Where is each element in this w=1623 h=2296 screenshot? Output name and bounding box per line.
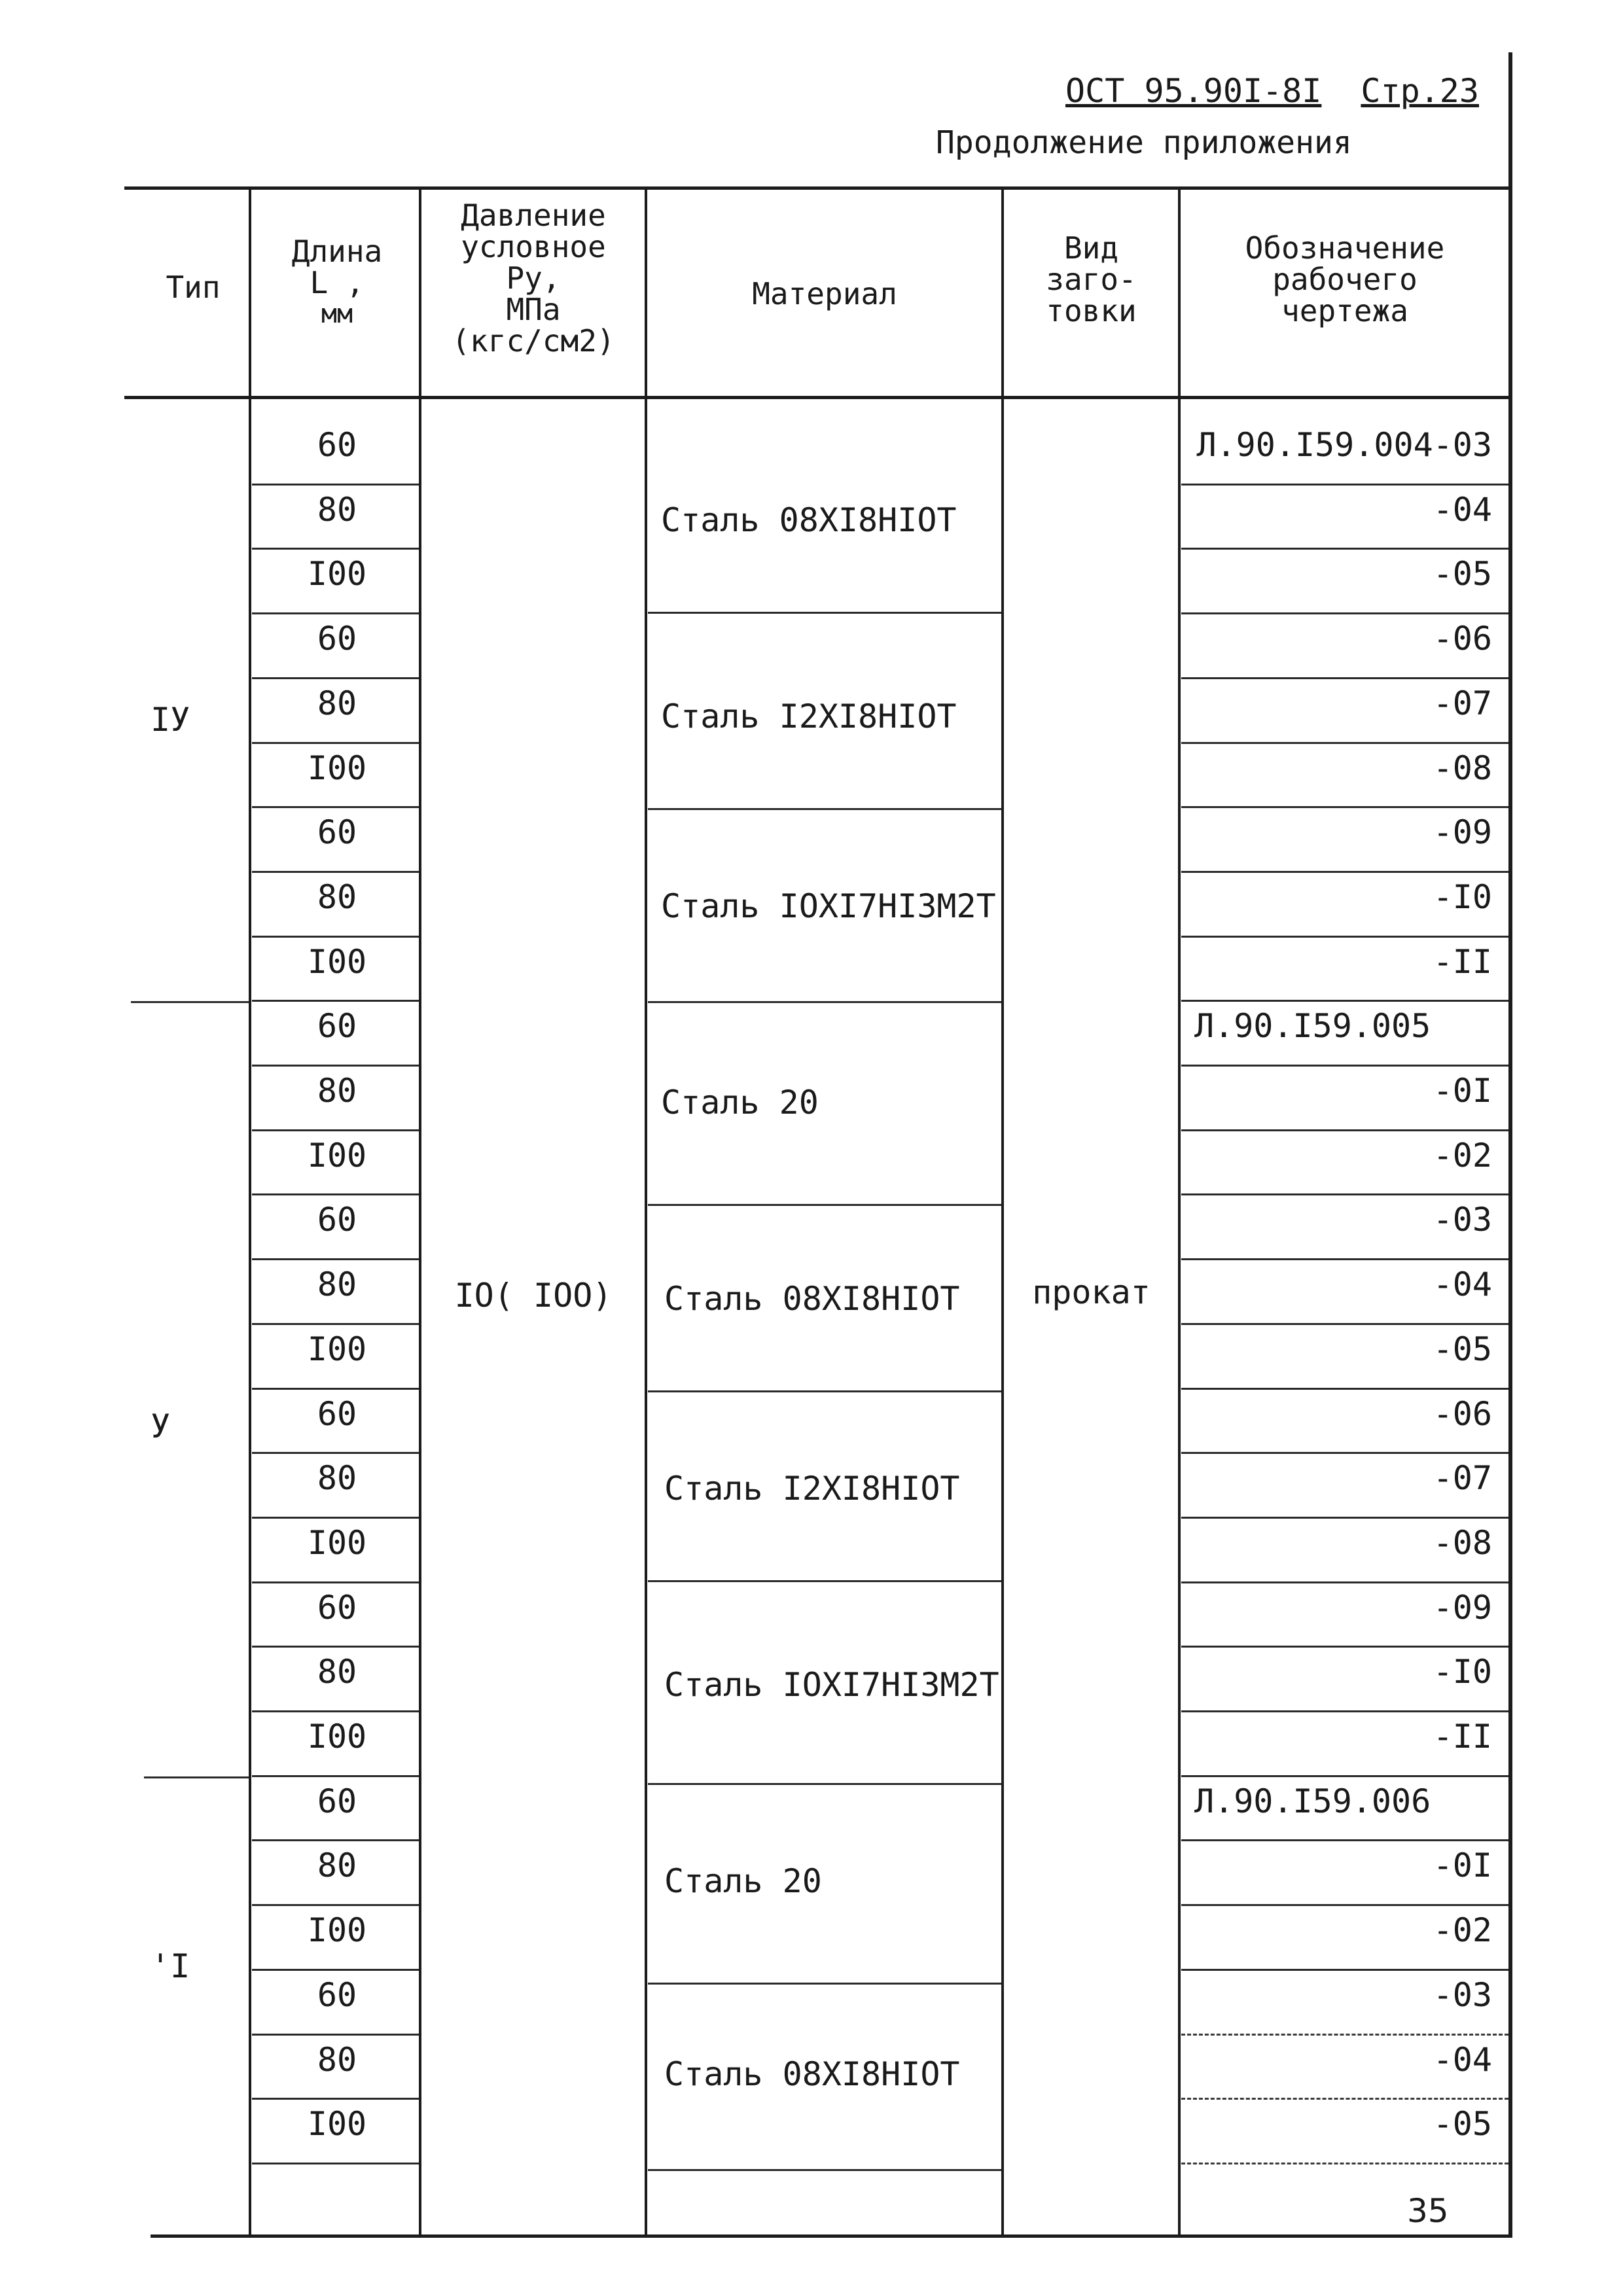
length-row-separator — [252, 742, 419, 744]
length-row-separator — [252, 612, 419, 614]
material-cell: Сталь 08XI8HIOT — [664, 1280, 960, 1318]
length-cell: 80 — [317, 1653, 357, 1691]
header-bottom-border — [124, 396, 1512, 399]
header-pressure — [422, 200, 645, 357]
length-row-separator — [252, 1581, 419, 1583]
length-cell: 80 — [317, 684, 357, 722]
header-pressure-line2: условное — [461, 229, 606, 264]
designation-cell: Л.90.I59.004-03 — [1196, 426, 1492, 464]
length-row-separator — [252, 548, 419, 550]
header-blank-line2: заго- — [1046, 262, 1137, 297]
designation-row-separator — [1181, 1323, 1508, 1325]
designation-row-separator — [1181, 1775, 1508, 1777]
material-group-separator — [648, 1983, 1001, 1985]
length-row-separator — [252, 484, 419, 486]
designation-cell: -I0 — [1433, 1653, 1492, 1691]
header-designation-line3: чертежа — [1281, 293, 1408, 328]
header-material: Материал — [752, 276, 897, 311]
designation-row-separator — [1181, 677, 1508, 679]
designation-cell: Л.90.I59.006 — [1194, 1782, 1431, 1820]
length-cell: I00 — [307, 555, 367, 593]
length-cell: 60 — [317, 426, 357, 464]
designation-cell: -05 — [1433, 1330, 1492, 1368]
table-top-border — [124, 186, 1512, 190]
length-row-separator — [252, 1969, 419, 1971]
material-cell: Сталь I2XI8HIOT — [664, 1470, 960, 1508]
length-cell: 80 — [317, 877, 357, 916]
length-cell: 80 — [317, 1846, 357, 1885]
material-cell: Сталь IOXI7HI3M2T — [661, 887, 996, 925]
designation-cell: -09 — [1433, 1588, 1492, 1627]
header-designation-line2: рабочего — [1272, 262, 1418, 297]
header-blank — [1005, 232, 1178, 327]
col-divider-blank — [1178, 186, 1181, 2238]
type-label-2: У — [151, 1407, 171, 1445]
designation-row-separator — [1181, 806, 1508, 808]
material-group-separator — [648, 1580, 1001, 1582]
material-group-separator — [648, 612, 1001, 614]
designation-cell: -0I — [1433, 1846, 1492, 1885]
material-cell: Сталь I2XI8HIOT — [661, 698, 957, 735]
length-cell: I00 — [307, 1911, 367, 1950]
header-designation — [1181, 232, 1508, 327]
length-cell: 60 — [317, 1201, 357, 1239]
designation-row-separator — [1181, 1000, 1508, 1002]
material-cell: Сталь 08XI8HIOT — [661, 501, 957, 539]
length-cell: 60 — [317, 1782, 357, 1820]
length-cell: 60 — [317, 1007, 357, 1046]
length-cell: 60 — [317, 813, 357, 852]
length-row-separator — [252, 1710, 419, 1712]
designation-row-separator — [1181, 1388, 1508, 1390]
length-row-separator — [252, 2098, 419, 2100]
header-blank-line1: Вид — [1063, 230, 1119, 266]
length-row-separator — [252, 2034, 419, 2036]
designation-row-separator — [1181, 1646, 1508, 1648]
length-row-separator — [252, 1517, 419, 1519]
designation-cell: -07 — [1433, 684, 1492, 722]
designation-row-separator — [1181, 1452, 1508, 1454]
length-row-separator — [252, 1000, 419, 1002]
page-number: 35 — [1407, 2192, 1449, 2230]
designation-row-separator — [1181, 2098, 1508, 2102]
length-row-separator — [252, 1839, 419, 1841]
designation-cell: -06 — [1433, 620, 1492, 658]
designation-row-separator — [1181, 1517, 1508, 1519]
col-divider-material — [1001, 186, 1004, 2238]
length-cell: 80 — [317, 2040, 357, 2079]
length-cell: I00 — [307, 2105, 367, 2144]
length-row-separator — [252, 677, 419, 679]
length-cell: 60 — [317, 1394, 357, 1433]
designation-row-separator — [1181, 1904, 1508, 1906]
length-row-separator — [252, 1775, 419, 1777]
header-length-line1: Длина — [291, 234, 383, 269]
designation-cell: -03 — [1433, 1201, 1492, 1239]
type-label-3: 'I — [151, 1947, 190, 1985]
type-group-separator — [144, 1776, 249, 1778]
designation-row-separator — [1181, 2034, 1508, 2038]
designation-cell: -04 — [1433, 490, 1492, 529]
designation-cell: -02 — [1433, 1136, 1492, 1174]
header-designation-line1: Обозначение — [1245, 230, 1445, 266]
length-cell: I00 — [307, 1136, 367, 1174]
header-length-line2: L , — [310, 265, 365, 300]
length-row-separator — [252, 1193, 419, 1195]
designation-cell: -08 — [1433, 1523, 1492, 1562]
designation-row-separator — [1181, 871, 1508, 873]
designation-cell: -04 — [1433, 2040, 1492, 2079]
material-group-separator — [648, 1001, 1001, 1003]
length-cell: I00 — [307, 749, 367, 787]
material-group-separator — [648, 1204, 1001, 1206]
length-row-separator — [252, 936, 419, 938]
type-label-1: IУ — [151, 701, 190, 739]
length-row-separator — [252, 1646, 419, 1648]
length-cell: I00 — [307, 1523, 367, 1562]
designation-cell: -0I — [1433, 1072, 1492, 1110]
header-length — [255, 236, 419, 330]
material-cell: Сталь IOXI7HI3M2T — [664, 1666, 999, 1704]
material-group-separator — [648, 1783, 1001, 1785]
header-pressure-line1: Давление — [461, 198, 606, 233]
designation-row-separator — [1181, 612, 1508, 614]
designation-cell: -04 — [1433, 1265, 1492, 1304]
designation-row-separator — [1181, 1129, 1508, 1131]
header-length-line3: мм — [321, 299, 353, 329]
col-divider-pressure — [645, 186, 647, 2238]
designation-row-separator — [1181, 1065, 1508, 1067]
header-blank-line3: товки — [1046, 293, 1137, 328]
length-cell: I00 — [307, 942, 367, 981]
designation-cell: -I0 — [1433, 877, 1492, 916]
length-cell: 80 — [317, 490, 357, 529]
designation-cell: -II — [1433, 1718, 1492, 1756]
length-cell: 80 — [317, 1459, 357, 1498]
designation-row-separator — [1181, 742, 1508, 744]
type-group-separator — [131, 1001, 249, 1003]
designation-cell: -02 — [1433, 1911, 1492, 1950]
material-group-separator — [648, 2169, 1001, 2171]
continuation-label: Продолжение приложения — [936, 124, 1352, 161]
header-type: Тип — [166, 270, 221, 305]
material-cell: Сталь 20 — [664, 1862, 822, 1900]
designation-cell: -II — [1433, 942, 1492, 981]
length-cell: 80 — [317, 1072, 357, 1110]
designation-row-separator — [1181, 1258, 1508, 1260]
page-indicator: Стр.23 — [1361, 72, 1479, 110]
material-group-separator — [648, 1390, 1001, 1392]
length-row-separator — [252, 1323, 419, 1325]
length-row-separator — [252, 1904, 419, 1906]
length-cell: 60 — [317, 1588, 357, 1627]
table-bottom-border — [151, 2234, 1512, 2238]
standard-number: ОСТ 95.90I-8I — [1065, 72, 1322, 110]
designation-row-separator — [1181, 1969, 1508, 1971]
length-row-separator — [252, 1258, 419, 1260]
designation-row-separator — [1181, 1710, 1508, 1712]
designation-cell: -08 — [1433, 749, 1492, 787]
designation-row-separator — [1181, 484, 1508, 486]
designation-cell: -05 — [1433, 2105, 1492, 2144]
length-cell: I00 — [307, 1718, 367, 1756]
col-divider-type — [249, 186, 251, 2238]
material-cell: Сталь 20 — [661, 1084, 819, 1122]
length-row-separator — [252, 806, 419, 808]
length-cell: 60 — [317, 620, 357, 658]
designation-cell: Л.90.I59.005 — [1194, 1007, 1431, 1046]
designation-row-separator — [1181, 1581, 1508, 1583]
designation-cell: -03 — [1433, 1975, 1492, 2014]
length-cell: 60 — [317, 1975, 357, 2014]
designation-row-separator — [1181, 1193, 1508, 1195]
length-row-separator — [252, 871, 419, 873]
right-margin-border — [1508, 52, 1512, 2238]
length-cell: 80 — [317, 1265, 357, 1304]
pressure-value: IO( IOO) — [454, 1277, 613, 1315]
header-pressure-line4: МПа — [506, 292, 561, 327]
material-group-separator — [648, 808, 1001, 810]
length-row-separator — [252, 1129, 419, 1131]
length-row-separator — [252, 1452, 419, 1454]
blank-value: прокат — [1032, 1273, 1150, 1311]
header-pressure-line5: (кгс/см2) — [452, 323, 615, 359]
designation-cell: -05 — [1433, 555, 1492, 593]
designation-cell: -09 — [1433, 813, 1492, 852]
length-row-separator — [252, 2163, 419, 2164]
length-cell: I00 — [307, 1330, 367, 1368]
designation-row-separator — [1181, 936, 1508, 938]
designation-cell: -07 — [1433, 1459, 1492, 1498]
col-divider-length — [419, 186, 421, 2238]
header-pressure-line3: Pу, — [506, 260, 561, 296]
page-header — [1041, 72, 1479, 110]
designation-row-separator — [1181, 548, 1508, 550]
designation-row-separator — [1181, 1839, 1508, 1841]
designation-row-separator — [1181, 2163, 1508, 2166]
length-row-separator — [252, 1388, 419, 1390]
designation-cell: -06 — [1433, 1394, 1492, 1433]
length-row-separator — [252, 1065, 419, 1067]
material-cell: Сталь 08XI8HIOT — [664, 2055, 960, 2093]
